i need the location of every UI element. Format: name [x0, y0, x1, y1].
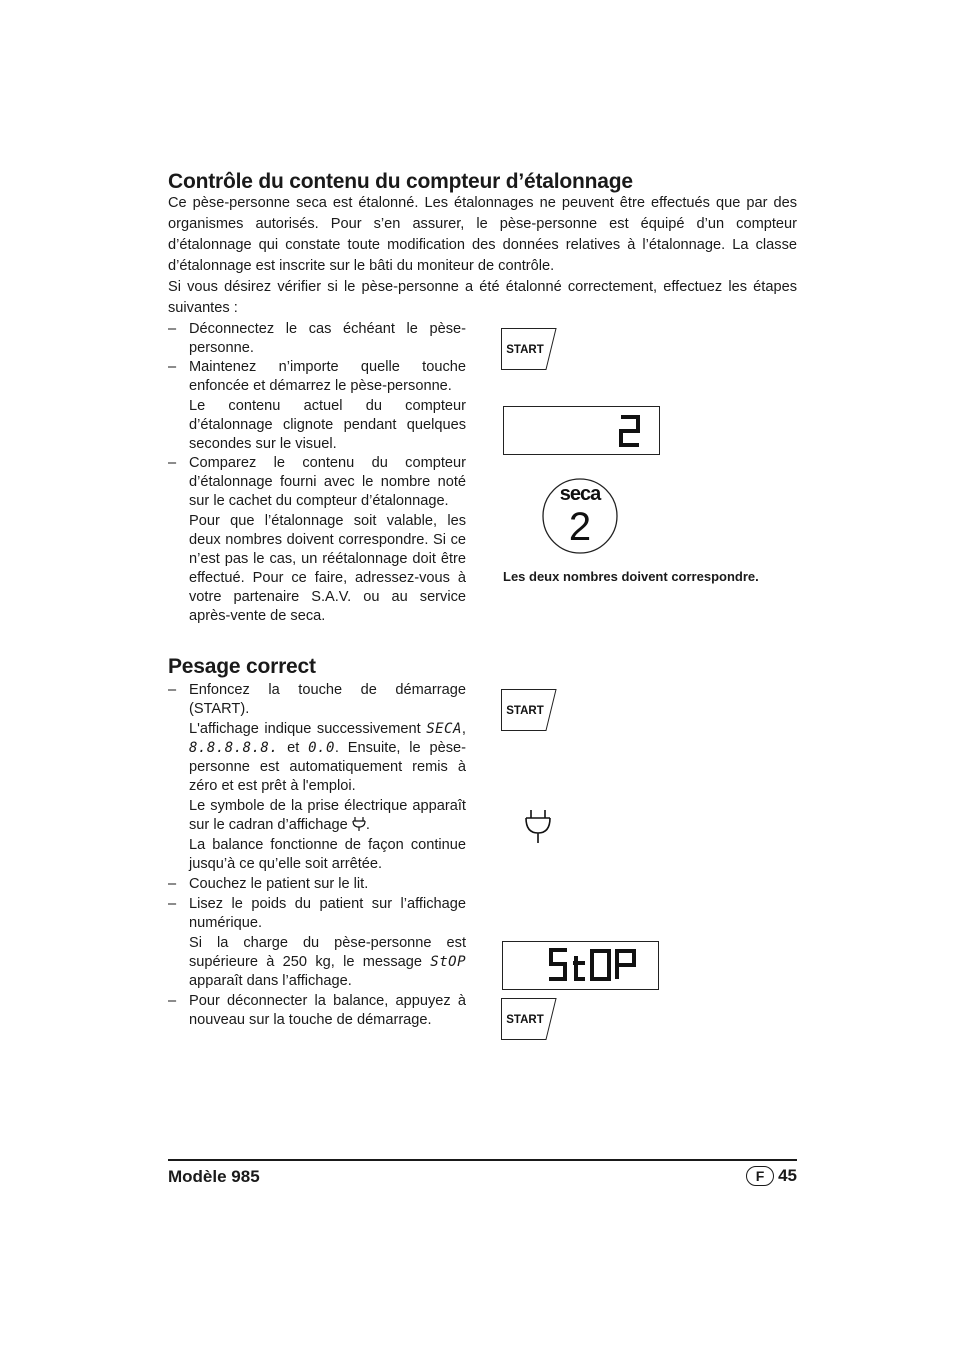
lcd-text-seca: SECA — [426, 721, 462, 737]
footer-divider — [168, 1159, 797, 1161]
list-item — [168, 895, 466, 991]
calibration-display-digits — [504, 407, 659, 454]
section2-title: Pesage correct — [168, 655, 316, 678]
step-text: – Maintenez n’importe quelle touche enfoncée et démarrez le pèse-personne. — [189, 359, 466, 394]
lcd-text-zero: 0.0 — [308, 740, 335, 756]
section2-steps — [168, 681, 466, 1030]
footer-page — [746, 1166, 797, 1186]
list-item — [168, 320, 466, 358]
page-number: 45 — [778, 1166, 797, 1185]
step-note: La balance fonctionne de façon continue jusqu’à ce qu’elle soit arrêtée. — [189, 837, 466, 872]
start-button[interactable] — [501, 998, 557, 1040]
stop-sentence-prefix: Si la charge du pèse-personne est supérieure à 250 kg, le message — [189, 935, 466, 970]
step-note — [189, 720, 466, 796]
list-item — [168, 454, 466, 626]
start-button-label: START — [506, 1014, 544, 1026]
section1-instructions: Si vous désirez vérifier si le pèse-personne a été étalonné correctement, effectuez les étapes suivantes : — [168, 279, 797, 316]
power-plug-icon — [352, 816, 366, 831]
language-badge: F — [746, 1166, 774, 1186]
step-note-prefix: L'affichage indique successivement — [189, 721, 421, 737]
step-text: – Couchez le patient sur le lit. — [189, 876, 369, 892]
list-item — [168, 992, 466, 1030]
footer-model: Modèle 985 — [168, 1167, 260, 1186]
start-button[interactable] — [501, 328, 557, 370]
conjunction-et: et — [287, 740, 300, 756]
step-text: – Lisez le poids du patient sur l’affichage numérique. — [189, 896, 466, 931]
plug-sentence: Le symbole de la prise électrique apparaît sur le cadran d’affichage — [189, 798, 466, 833]
seal-number: 2 — [568, 505, 592, 549]
step-text: – Enfoncez la touche de démarrage (START). — [189, 682, 466, 717]
section1-intro: Ce pèse-personne seca est étalonné. Les étalonnages ne peuvent être effectués que par des organismes autorisés. Pour s’en assurer, le pèse-personne est équipé d’un compteur d’étalonnage qui constate toute modification des données relatives à l’étalonnage. La classe d’étalonnage est inscrite sur le bâti du moniteur de contrôle. — [168, 195, 797, 274]
step-note — [189, 797, 466, 835]
start-button-label: START — [506, 344, 544, 356]
seal-brand: seca — [559, 483, 601, 505]
power-plug-icon — [523, 808, 553, 844]
calibration-display — [503, 406, 660, 455]
calibration-seal — [539, 476, 621, 556]
step-text: – Comparez le contenu du compteur d’étalonnage fourni avec le nombre noté sur le cachet du compteur d’étalonnage. — [189, 455, 466, 509]
list-item — [168, 358, 466, 454]
step-note: Le contenu actuel du compteur d’étalonnage clignote pendant quelques secondes sur le visuel. — [189, 398, 466, 452]
section1-steps — [168, 320, 466, 626]
step-text: – Déconnectez le cas échéant le pèse-personne. — [189, 321, 466, 356]
lcd-text-stop: StOP — [430, 954, 466, 970]
section1-title: Contrôle du contenu du compteur d’étalonnage — [168, 170, 633, 193]
step-note — [189, 934, 466, 991]
step-text: – Pour déconnecter la balance, appuyez à nouveau sur la touche de démarrage. — [189, 993, 466, 1028]
plug-sentence-end: . — [365, 817, 370, 833]
step-note-suffix: . Ensuite, le pèse-personne est automatiquement remis à zéro et est prêt à l'emploi. — [189, 740, 466, 794]
step-note: Pour que l’étalonnage soit valable, les deux nombres doivent correspondre. Si ce n’est pas le cas, un réétalonnage doit être effectué. Pour ce faire, adressez-vous à votre partenaire S.A.V. ou au service après-vente de seca. — [189, 513, 466, 624]
stop-sentence-suffix: apparaît dans l’affichage. — [189, 973, 352, 989]
list-item — [168, 875, 466, 894]
comma: , — [461, 721, 466, 737]
lcd-text-eights: 8.8.8.8.8. — [189, 740, 279, 756]
stop-display — [502, 941, 659, 990]
list-item — [168, 681, 466, 874]
stop-display-digits — [503, 942, 658, 989]
start-button-label: START — [506, 705, 544, 717]
seal-caption: Les deux nombres doivent correspondre. — [503, 569, 759, 584]
start-button[interactable] — [501, 689, 557, 731]
